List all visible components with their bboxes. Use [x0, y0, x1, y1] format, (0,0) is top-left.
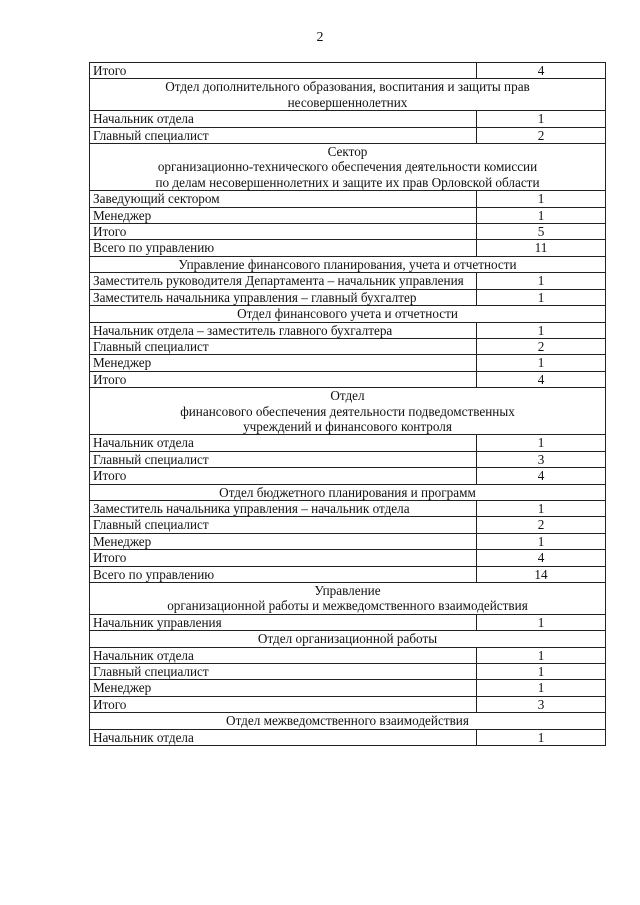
section-header-line: Отдел организационной работы	[257, 631, 438, 647]
position-name: Итого	[90, 468, 477, 484]
section-header-row	[90, 583, 606, 615]
position-name: Итого	[90, 550, 477, 566]
position-count: 1	[477, 289, 606, 305]
section-header-line: Управление финансового планирования, учета и отчетности	[178, 256, 517, 272]
position-row	[90, 468, 606, 484]
position-count: 1	[477, 664, 606, 680]
section-header	[90, 713, 606, 729]
position-name: Менеджер	[90, 207, 477, 223]
section-header-row	[90, 306, 606, 322]
section-header	[90, 144, 606, 191]
position-row	[90, 664, 606, 680]
position-row	[90, 322, 606, 338]
position-name: Главный специалист	[90, 338, 477, 354]
position-row	[90, 435, 606, 451]
position-row	[90, 355, 606, 371]
position-name: Менеджер	[90, 355, 477, 371]
position-name: Менеджер	[90, 680, 477, 696]
position-count: 3	[477, 696, 606, 712]
position-row	[90, 111, 606, 127]
position-name: Начальник отдела	[90, 729, 477, 745]
position-row	[90, 647, 606, 663]
position-count: 4	[477, 63, 606, 79]
position-row	[90, 550, 606, 566]
section-header-line: Отдел	[330, 388, 365, 404]
position-count: 11	[477, 240, 606, 256]
position-row	[90, 566, 606, 582]
position-name: Заместитель начальника управления – главный бухгалтер	[90, 289, 477, 305]
section-header-line: Отдел бюджетного планирования и программ	[219, 484, 476, 500]
position-count: 3	[477, 451, 606, 467]
position-count: 1	[477, 111, 606, 127]
position-row	[90, 517, 606, 533]
position-name: Начальник отдела	[90, 111, 477, 127]
section-header-row	[90, 256, 606, 272]
position-name: Всего по управлению	[90, 566, 477, 582]
position-row	[90, 533, 606, 549]
position-name: Главный специалист	[90, 451, 477, 467]
position-row	[90, 729, 606, 745]
position-row	[90, 191, 606, 207]
staffing-table-body	[90, 63, 606, 746]
position-row	[90, 273, 606, 289]
position-count: 2	[477, 517, 606, 533]
position-name: Итого	[90, 63, 477, 79]
position-name: Главный специалист	[90, 517, 477, 533]
position-count: 4	[477, 371, 606, 387]
position-name: Итого	[90, 224, 477, 240]
position-count: 2	[477, 127, 606, 143]
position-count: 4	[477, 468, 606, 484]
position-count: 2	[477, 338, 606, 354]
section-header-line: учреждений и финансового контроля	[243, 418, 452, 434]
section-header	[90, 388, 606, 435]
position-name: Итого	[90, 696, 477, 712]
section-header-row	[90, 388, 606, 435]
position-name: Начальник отдела	[90, 647, 477, 663]
position-name: Начальник отдела – заместитель главного бухгалтера	[90, 322, 477, 338]
position-row	[90, 127, 606, 143]
position-name: Менеджер	[90, 533, 477, 549]
position-name: Начальник отдела	[90, 435, 477, 451]
section-header	[90, 306, 606, 322]
position-row	[90, 371, 606, 387]
position-row	[90, 224, 606, 240]
section-header-line: несовершеннолетних	[287, 94, 408, 110]
position-count: 1	[477, 191, 606, 207]
position-count: 1	[477, 207, 606, 223]
position-count: 5	[477, 224, 606, 240]
position-count: 1	[477, 435, 606, 451]
position-name: Итого	[90, 371, 477, 387]
position-name: Всего по управлению	[90, 240, 477, 256]
position-count: 1	[477, 729, 606, 745]
section-header-line: Отдел дополнительного образования, воспитания и защиты прав	[165, 79, 530, 95]
position-name: Заведующий сектором	[90, 191, 477, 207]
position-name: Главный специалист	[90, 664, 477, 680]
position-count: 4	[477, 550, 606, 566]
position-name: Заместитель начальника управления – начальник отдела	[90, 500, 477, 516]
section-header-row	[90, 631, 606, 647]
section-header-line: по делам несовершеннолетних и защите их прав Орловской области	[155, 174, 540, 190]
position-row	[90, 500, 606, 516]
position-row	[90, 240, 606, 256]
section-header-row	[90, 484, 606, 500]
position-count: 1	[477, 273, 606, 289]
position-count: 1	[477, 614, 606, 630]
staffing-table	[89, 62, 606, 746]
section-header-row	[90, 79, 606, 111]
position-count: 1	[477, 533, 606, 549]
section-header	[90, 256, 606, 272]
position-row	[90, 63, 606, 79]
section-header-line: Отдел межведомственного взаимодействия	[226, 713, 469, 729]
position-count: 1	[477, 500, 606, 516]
position-name: Начальник управления	[90, 614, 477, 630]
position-name: Заместитель руководителя Департамента – начальник управления	[90, 273, 477, 289]
position-row	[90, 289, 606, 305]
position-row	[90, 696, 606, 712]
section-header	[90, 484, 606, 500]
section-header-line: Отдел финансового учета и отчетности	[237, 306, 458, 322]
position-row	[90, 680, 606, 696]
section-header	[90, 631, 606, 647]
position-row	[90, 451, 606, 467]
position-name: Главный специалист	[90, 127, 477, 143]
page-number: 2	[316, 30, 324, 45]
section-header	[90, 79, 606, 111]
position-count: 1	[477, 680, 606, 696]
position-count: 1	[477, 647, 606, 663]
position-row	[90, 614, 606, 630]
section-header-line: Управление	[314, 583, 381, 598]
position-count: 14	[477, 566, 606, 582]
section-header-row	[90, 144, 606, 191]
section-header-line: организационно-технического обеспечения деятельности комиссии	[157, 159, 538, 175]
position-count: 1	[477, 322, 606, 338]
position-count: 1	[477, 355, 606, 371]
position-row	[90, 338, 606, 354]
section-header-line: организационной работы и межведомственного взаимодействия	[167, 598, 528, 614]
section-header-row	[90, 713, 606, 729]
position-row	[90, 207, 606, 223]
section-header-line: финансового обеспечения деятельности подведомственных	[180, 403, 515, 419]
section-header-line: Сектор	[327, 144, 368, 160]
section-header	[90, 583, 606, 615]
